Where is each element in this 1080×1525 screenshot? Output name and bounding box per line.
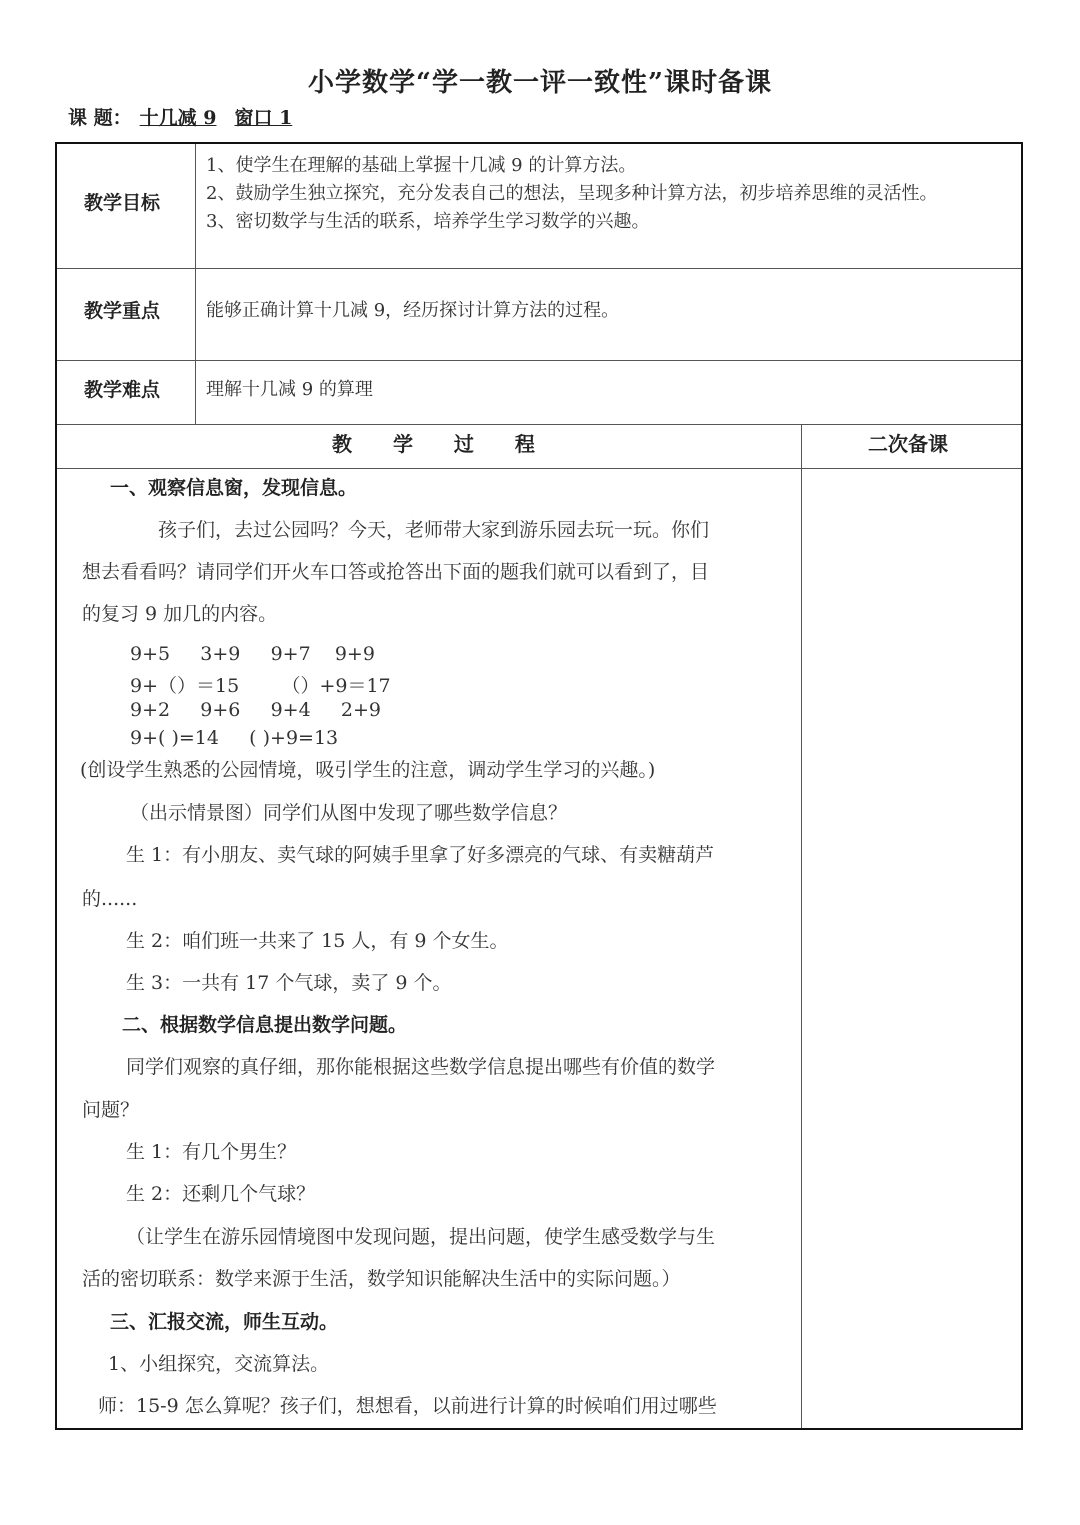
key-point-text: 能够正确计算十几减 9，经历探讨计算方法的过程。: [206, 300, 620, 321]
document-title: 小学数学“学一教一评一致性”课时备课: [308, 68, 772, 98]
student-question: 生 2：还剩几个气球？: [126, 1183, 316, 1205]
divider-key-bottom: [57, 360, 1021, 361]
equation-line: 9+2 9+6 9+4 2+9: [130, 699, 381, 721]
student-answer: 生 3：一共有 17 个气球，卖了 9 个。: [126, 972, 452, 994]
equation-line: 9+（）＝15 （）+9＝17: [130, 675, 391, 697]
key-point-label: 教学重点: [84, 300, 161, 322]
process-header: 教 学 过 程: [332, 432, 537, 456]
paragraph-line: 的复习 9 加几的内容。: [82, 603, 278, 625]
section-heading: 一、观察信息窗，发现信息。: [110, 477, 358, 499]
section-heading: 三、汇报交流，师生互动。: [110, 1311, 339, 1333]
goal-item: 2、鼓励学生独立探究，充分发表自己的想法，呈现多种计算方法，初步培养思维的灵活性。: [206, 183, 938, 204]
teaching-note: （让学生在游乐园情境图中发现问题，提出问题，使学生感受数学与生: [126, 1226, 716, 1248]
subject-window: 窗口 1: [234, 107, 293, 129]
goals-list: [206, 152, 1016, 236]
divider-goals-bottom: [57, 268, 1021, 269]
divider-difficulty-bottom: [57, 424, 1021, 425]
goal-item: 3、密切数学与生活的联系，培养学生学习数学的兴趣。: [206, 211, 650, 232]
lesson-subject: [68, 103, 292, 130]
subject-topic: 十几减 9: [139, 107, 217, 129]
goal-item: 1、使学生在理解的基础上掌握十几减 9 的计算方法。: [206, 155, 637, 176]
subsection-heading: 1、小组探究，交流算法。: [108, 1353, 330, 1375]
goals-label: 教学目标: [84, 192, 161, 214]
difficulty-text: 理解十几减 9 的算理: [206, 379, 373, 400]
divider-header-bottom: [57, 468, 1021, 469]
difficulty-label: 教学难点: [84, 379, 161, 401]
student-answer: 生 2：咱们班一共来了 15 人，有 9 个女生。: [126, 930, 509, 952]
equation-line: 9+5 3+9 9+7 9+9: [130, 643, 375, 665]
teaching-note: 活的密切联系：数学来源于生活，数学知识能解决生活中的实际问题。）: [82, 1268, 681, 1290]
student-answer: 的......: [82, 888, 138, 910]
equation-line: 9+( )=14 ( )+9=13: [130, 727, 339, 749]
paragraph-line: 孩子们，去过公园吗？今天，老师带大家到游乐园去玩一玩。你们: [158, 519, 710, 541]
student-answer: 生 1：有小朋友、卖气球的阿姨手里拿了好多漂亮的气球、有卖糖葫芦: [126, 844, 715, 866]
section-heading: 二、根据数学信息提出数学问题。: [122, 1014, 408, 1036]
paragraph-line: 问题？: [82, 1099, 140, 1121]
student-question: 生 1：有几个男生？: [126, 1141, 297, 1163]
second-prep-header: 二次备课: [868, 432, 948, 456]
teaching-note: (创设学生熟悉的公园情境，吸引学生的注意，调动学生学习的兴趣。): [80, 759, 656, 781]
divider-label-column: [195, 144, 196, 424]
teacher-line: 师：15-9 怎么算呢？孩子们，想想看，以前进行计算的时候咱们用过哪些: [98, 1395, 717, 1417]
paragraph-line: 同学们观察的真仔细，那你能根据这些数学信息提出哪些有价值的数学: [126, 1056, 716, 1078]
paragraph-line: 想去看看吗？请同学们开火车口答或抢答出下面的题我们就可以看到了，目: [82, 561, 710, 583]
subject-label: 课 题：: [68, 107, 132, 129]
paragraph-line: （出示情景图）同学们从图中发现了哪些数学信息？: [130, 802, 568, 824]
